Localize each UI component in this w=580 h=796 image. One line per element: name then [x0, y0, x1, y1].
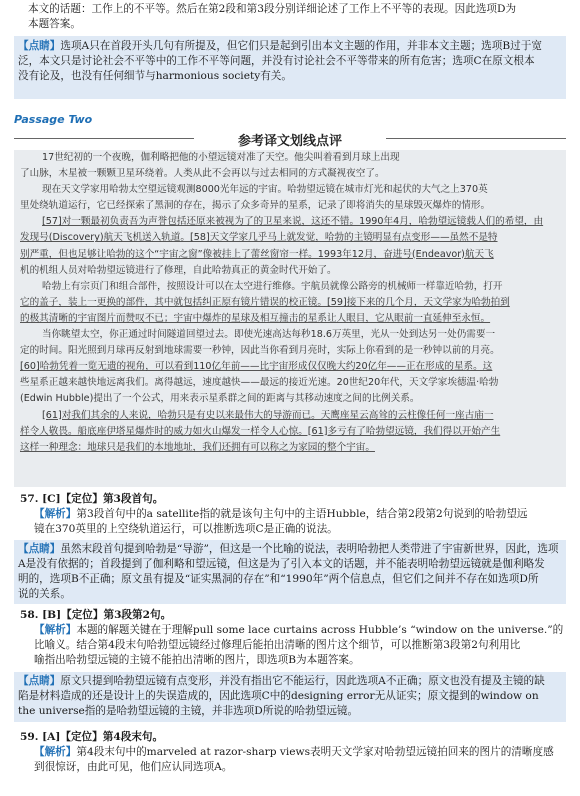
- text-line: 喻指出哈勃望远镜的主镜不能拍出清晰的图片，即选项B为本题答案。: [34, 654, 360, 666]
- translation-line: 哈勃上有宗页门和组合部件，按照设计可以在太空进行维修。宇航员就像公路旁的机械师一样靠近哈勃，打开: [42, 280, 503, 292]
- translation-line: 样令人敬畏。船底座伊塔星爆炸时的威力如火山爆发一样令人心惊。[61]多亏有了哈勃望远镜，我们得以开始产生: [20, 425, 501, 437]
- text-line: 比喻义。结合第4段末句哈勃望远镜经过修理后能拍出清晰的图片这个细节，可以推断第3段第2句利用比: [34, 639, 521, 651]
- previous-answer-text: [14, 2, 566, 32]
- translation-line: 当你眺望太空，你正通过时间隧道回望过去。即使光速高达每秒18.6万英里，光从一处到达另一处仍需要一: [42, 329, 496, 341]
- translation-line: 的极其清晰的宇宙图片而赞叹不已；宇宙中爆炸的星球及相互撞击的星系让人眼目，它从眼前一直延伸至永恒。: [20, 312, 491, 324]
- text-line: 说的关系。: [18, 588, 71, 600]
- text-line: the universe指的是哈勃望远镜的主镜，并非选项D所说的哈勃望远镜。: [18, 705, 359, 717]
- title-rule-right: [386, 138, 566, 139]
- text-line: 本题的解题关键在于理解pull some lace curtains across Hubble’s “window on the universe.”的: [76, 624, 564, 636]
- translation-line: 它的盖子，装上一更换的部件，其中就包括纠正原有镜片错误的校正镜。[59]接下来的几个月，天文学家为哈勃拍到: [20, 296, 510, 308]
- translation-line: 发现号(Discovery)航天飞机送入轨道。[58]天文学家几乎马上就发觉，哈勃的主镜明显有点变形——虽然不是特: [20, 232, 498, 244]
- translation-line: [61]对我们其余的人来说，哈勃只是有史以来最伟大的导游而已。天鹰座星云高耸的云柱像任何一座古庙一: [42, 409, 494, 421]
- text-line: 镜在370英里的上空绕轨道运行，可以推断选项C是正确的说法。: [34, 523, 338, 535]
- point-tag: 【点睛】: [18, 675, 61, 687]
- translation-line: 定的时间。阳光照到月球再反射到地球需要一秒钟，因此当你看到月亮时，实际上你看到的是一秒钟以前的月亮。: [20, 345, 500, 357]
- text-line: 原文只提到哈勃望远镜有点变形，并没有指出它不能运行，因此选项A不正确；原文也没有提及主镜的缺: [60, 675, 545, 687]
- analysis-tag: 【解析】: [34, 746, 77, 758]
- translation-line: [57]对一颗最初负责吾为声誉包括还原来被视为了的卫星来说，这还不错。1990年4月，哈勃望远镜载人们的希望，由: [42, 216, 544, 228]
- translation-line: 了山脉，木星被一颗颗卫星环绕着。人类从此不会再以与过去相同的方式凝视夜空了。: [20, 168, 385, 180]
- translation-box: [14, 150, 566, 487]
- point-note-box: [14, 540, 566, 604]
- text-line: 本题答案。: [28, 18, 81, 30]
- translation-line: 现在天文学家用哈勃太空望远镜观测8000光年远的宇宙。哈勃望远镜在城市灯光和起伏的大气之上370英: [42, 184, 488, 196]
- translation-line: (Edwin Hubble)提出了一个公式，用来表示星系群之间的距离与其移动速度之间的比例关系。: [20, 393, 420, 405]
- question-head: 57. [C]【定位】第3段首句。: [20, 493, 164, 505]
- question-57: [14, 492, 566, 537]
- translation-line: 里处绕轨道运行，它已经探索了黑洞的存在，揭示了众多奇异的星系，记录了即将消失的星球毁灭爆炸的情形。: [20, 200, 491, 212]
- translation-line: 这样一种理念：地球只是我们的本地地址，我们还拥有可以称之为家园的整个宇宙。: [20, 441, 375, 453]
- passage-label: Passage Two: [14, 113, 93, 126]
- text-line: 本文的话题：工作上的不平等。然后在第2段和第3段分别详细论述了工作上不平等的表现。因此选项D为: [28, 3, 517, 15]
- question-58: [14, 608, 566, 668]
- text-line: A是没有依据的；首段提到了伽利略和望远镜，但这是为了引入本文的话题，并不能表明哈勃望远镜就是伽利略发: [18, 558, 545, 570]
- text-line: 第3段首句中的a satellite指的就是该句主句中的主语Hubble，结合第2段第2句说到的哈勃望远: [76, 508, 528, 520]
- text-line: 陷是材料造成的还是设计上的失误造成的，因此选项C中的designing error无从证实；原文提到的window on: [18, 690, 539, 702]
- text-line: 没有论及，也没有任何细节与harmonious society有关。: [18, 70, 292, 82]
- translation-line: [60]哈勃凭着一览无遗的视角，可以看到110亿年前——比宇宙形成仅仅晚大约20亿年——正在形成的星系。这: [20, 361, 493, 373]
- translation-line: 机的机组人员对哈勃望远镜进行了修理，自此哈勃真正的黄金时代开始了。: [20, 264, 337, 276]
- analysis-tag: 【解析】: [34, 624, 77, 636]
- point-tag: 【点睛】: [18, 40, 61, 52]
- text-line: 明的，选项B不正确；原文虽有提及“证实黑洞的存在”和“1990年”两个信息点，但它们之间并不存在如选项D所: [18, 573, 539, 585]
- translation-line: 17世纪初的一个夜晚，伽利略把他的小望远镜对准了天空。他尖叫着看到月球上出现: [42, 152, 400, 163]
- question-head: 59. [A]【定位】第4段末句。: [20, 731, 164, 743]
- question-head: 58. [B]【定位】第3段第2句。: [20, 609, 172, 621]
- translation-line: 些星系正越来越快地远离我们。离得越远，速度越快——最远的接近光速。20世纪20年代，天文学家埃德温·哈勃: [20, 377, 499, 389]
- section-title: 参考译文划线点评: [237, 134, 342, 149]
- text-line: 选项A只在首段开头几句有所提及，但它们只是起到引出本文主题的作用，并非本文主题；选项B过于宽: [60, 40, 542, 52]
- text-line: 泛，本文只是讨论社会不平等中的工作不平等问题，并没有讨论社会不平等带来的所有危害；选项C在原文根本: [18, 55, 535, 67]
- point-note-box: [14, 672, 566, 722]
- text-line: 到很惊讶，由此可见，他们应认同选项A。: [34, 761, 233, 773]
- analysis-tag: 【解析】: [34, 508, 77, 520]
- text-line: 第4段末句中的marveled at razor-sharp views表明天文学家对哈勃望远镜拍回来的图片的清晰度感: [76, 746, 554, 758]
- question-59: [14, 730, 566, 775]
- translation-line: 别严重，但也足够让哈勃的这个“宇宙之窗”像被挂上了蕾丝窗帘一样。1993年12月，奋进号(Endeavor)航天飞: [20, 248, 494, 260]
- point-tag: 【点睛】: [18, 543, 61, 555]
- text-line: 虽然末段首句提到哈勃是“导游”，但这是一个比喻的说法，表明哈勃把人类带进了宇宙新世界，因此，选项: [60, 543, 559, 555]
- point-note-box: [14, 36, 566, 99]
